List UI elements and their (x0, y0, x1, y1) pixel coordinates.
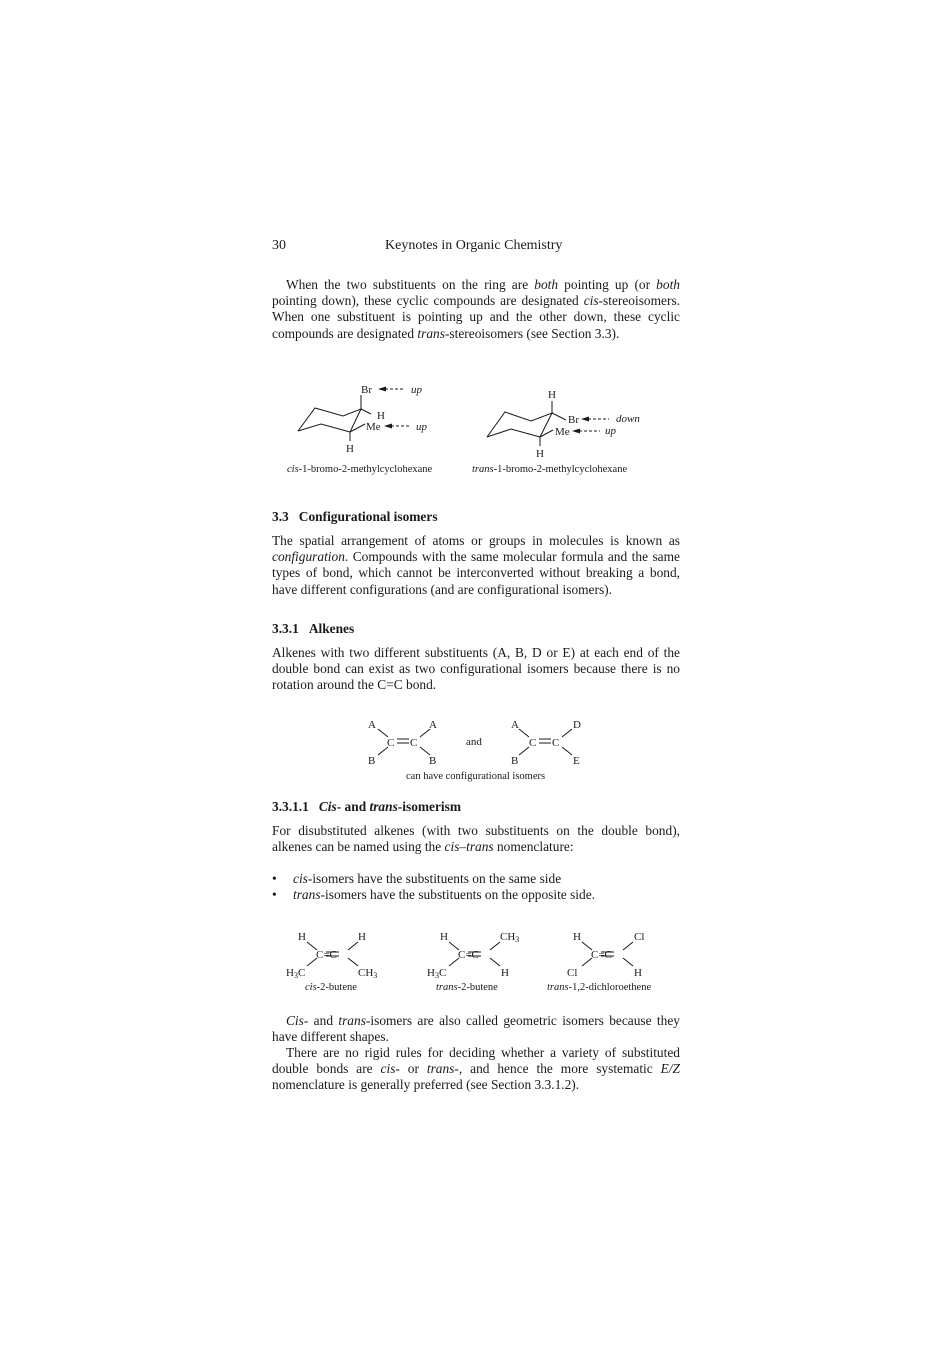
trans-down-label: down (616, 413, 640, 425)
cis-h-bottom-label: H (346, 443, 354, 455)
intro-paragraph: When the two substituents on the ring are both pointing up (or both pointing down), these cyclic compounds are designated cis-stereoisomers. When one substituent is pointing up and the other down, these cyclic compounds are designated trans-stereoisomers (see Section 3.3). (272, 277, 680, 341)
dichloro-cc: C=C (591, 949, 612, 961)
right-b: B (511, 755, 519, 767)
trans-h-top-label: H (548, 389, 556, 401)
cis-butene-h1: H (298, 931, 306, 943)
right-a: A (511, 719, 519, 731)
cis-up-label-2: up (416, 421, 427, 433)
trans-up-label: up (605, 425, 616, 437)
left-b2: B (429, 755, 437, 767)
cis-h-label: H (377, 410, 385, 422)
dichloro-caption: trans-1,2-dichloroethene (547, 982, 652, 993)
left-c2: C (410, 737, 418, 749)
right-c1: C (529, 737, 537, 749)
dichloro-cl1: Cl (634, 931, 645, 943)
cis-butene-h2: H (358, 931, 366, 943)
section-3-3-1-1-heading: 3.3.1.1 Cis- and trans-isomerism (272, 799, 462, 814)
right-c2: C (552, 737, 560, 749)
section-3-3-1-1-paragraph: For disubstituted alkenes (with two substituents on the double bond), alkenes can be named using the cis–trans nomenclature: (272, 823, 680, 855)
book-page: 30 Keynotes in Organic Chemistry When the two substituents on the ring are both pointing up (or both pointing down), these cyclic compounds are designated cis-stereoisomers. When one substituent is pointing up and the other down, these cyclic compounds are designated trans-stereoisomers (see Section 3.3). Br H Me H up up cis-1-bromo-2-methylcyclohexane H Br Me H down up trans-1-bromo-2-methylcyclohexane 3.3 Configurational isomers The spatial arrangement of atoms or groups in molecules is known as configuration. Compounds with the same molecular formula and the same types of bond, which cannot be interconverted without breaking a bond, have different configurations (and are configurational isomers). 3.3.1 Alkenes Alkenes with two different substituents (A, B, D or E) at each end of the double bond can exist as two configurational isomers because there is no rotation around the C=C bond. A A B B C C and A D B E C C can have configurational isomers 3.3.1.1 Cis- and trans-isomerism For disubstituted alkenes (with two substituents on the double bond), alkenes can be named using the cis–trans nomenclature: • cis-isomers have the substituents on the same side • trans-isomers have the substituents on the opposite side. H H H3C CH3 C=C cis-2-butene H CH3 H3C H C=C trans-2-butene H Cl Cl H C=C trans-1,2-dichloroethene Cis- and trans-isomers are also called geometric isomers because they have different shapes. There are no rigid rules for deciding whether a variety of substituted double bonds are cis- or trans-, and hence the more systematic E/Z nomenclature is generally preferred (see Section 3.3.1.2). (0, 0, 952, 1347)
section-3-3-1-heading: 3.3.1 Alkenes (272, 621, 355, 636)
dichloro-cl2: Cl (567, 967, 578, 979)
right-d: D (573, 719, 581, 731)
cis-butene-cc: C=C (316, 949, 337, 961)
dichloro-h1: H (573, 931, 581, 943)
trans-butene-h2: H (501, 967, 509, 979)
page-number: 30 (272, 238, 286, 253)
cis-up-label-1: up (411, 384, 422, 396)
trans-me-label: Me (555, 426, 570, 438)
section-3-3-1-paragraph: Alkenes with two different substituents (A, B, D or E) at each end of the double bond can exist as two configurational isomers because there is no rotation around the C=C bond. (272, 645, 680, 693)
cis-caption: cis-1-bromo-2-methylcyclohexane (287, 464, 433, 475)
right-e: E (573, 755, 580, 767)
section-3-3-heading: 3.3 Configurational isomers (272, 509, 438, 524)
left-a1: A (368, 719, 376, 731)
left-a2: A (429, 719, 437, 731)
left-c1: C (387, 737, 395, 749)
geometric-isomers-paragraph: Cis- and trans-isomers are also called geometric isomers because they have different shapes. (272, 1013, 680, 1045)
trans-butene-cc: C=C (458, 949, 479, 961)
cis-butene-caption: cis-2-butene (305, 982, 357, 993)
trans-butene-caption: trans-2-butene (436, 982, 498, 993)
and-label: and (466, 736, 482, 748)
trans-butene-h1: H (440, 931, 448, 943)
left-b1: B (368, 755, 376, 767)
running-title: Keynotes in Organic Chemistry (385, 238, 563, 253)
trans-butene-ch3-left: H3C (427, 967, 447, 980)
cis-me-label: Me (366, 421, 381, 433)
cis-butene-ch3-left: H3C (286, 967, 306, 980)
cis-br-label: Br (361, 384, 372, 396)
trans-br-label: Br (568, 414, 579, 426)
trans-butene-ch3-right: CH3 (500, 931, 520, 944)
cis-butene-ch3-right: CH3 (358, 967, 378, 980)
trans-caption: trans-1-bromo-2-methylcyclohexane (472, 464, 628, 475)
alkene-caption: can have configurational isomers (406, 771, 546, 782)
dichloro-h2: H (634, 967, 642, 979)
section-3-3-paragraph: The spatial arrangement of atoms or groups in molecules is known as configuration. Compounds with the same molecular formula and the same types of bond, which cannot be interconverted without breaking a bond, have different configurations (and are configurational isomers). (272, 533, 680, 597)
trans-h-bottom-label: H (536, 448, 544, 460)
ez-nomenclature-paragraph: There are no rigid rules for deciding whether a variety of substituted double bonds are cis- or trans-, and hence the more systematic E/Z nomenclature is generally preferred (see Section 3.3.1.2). (272, 1045, 680, 1093)
